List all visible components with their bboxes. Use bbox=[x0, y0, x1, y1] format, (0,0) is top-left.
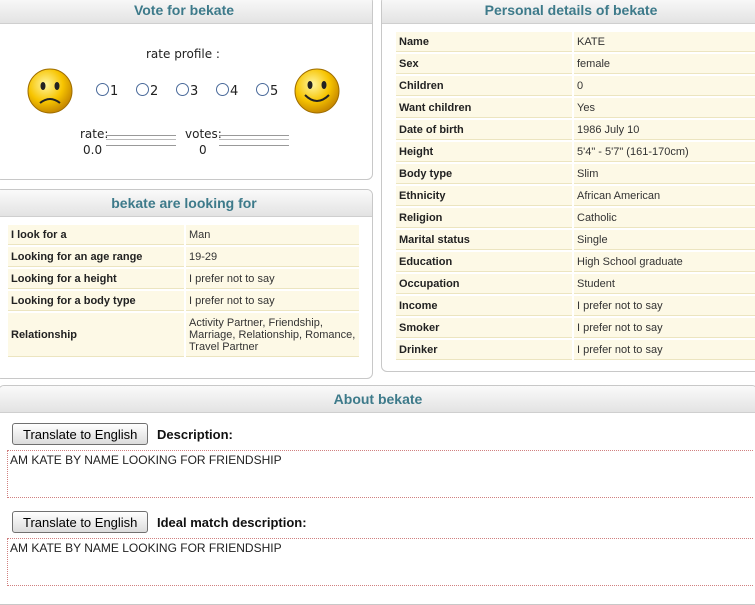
personal-details-title: Personal details of bekate bbox=[382, 0, 755, 24]
happy-face-icon bbox=[293, 67, 341, 115]
table-row bbox=[8, 247, 359, 267]
translate-description-button[interactable]: Translate to English bbox=[12, 423, 148, 445]
looking-for-title: bekate are looking for bbox=[0, 190, 372, 217]
radio-icon[interactable] bbox=[216, 83, 229, 96]
row-label: Education bbox=[396, 252, 572, 272]
row-label: Name bbox=[396, 32, 572, 52]
about-title: About bekate bbox=[0, 386, 755, 413]
table-row bbox=[396, 230, 755, 250]
personal-details-panel bbox=[381, 0, 755, 372]
table-row bbox=[396, 120, 755, 140]
table-row bbox=[396, 98, 755, 118]
row-value: 5'4" - 5'7" (161-170cm) bbox=[574, 142, 755, 162]
vote-panel bbox=[0, 0, 373, 180]
row-value: female bbox=[574, 54, 755, 74]
row-value: 1986 July 10 bbox=[574, 120, 755, 140]
row-label: Drinker bbox=[396, 340, 572, 360]
table-row bbox=[396, 296, 755, 316]
sad-face-icon bbox=[26, 67, 74, 115]
table-row bbox=[8, 225, 359, 245]
table-row bbox=[396, 32, 755, 52]
votes-bar bbox=[219, 135, 289, 146]
table-row bbox=[8, 313, 359, 357]
table-row bbox=[396, 54, 755, 74]
table-row bbox=[8, 269, 359, 289]
table-row bbox=[396, 186, 755, 206]
votes-value: 0 bbox=[199, 143, 207, 157]
rating-option-3[interactable]: 3 bbox=[176, 83, 198, 99]
ideal-match-text: AM KATE BY NAME LOOKING FOR FRIENDSHIP bbox=[7, 538, 753, 586]
row-value: High School graduate bbox=[574, 252, 755, 272]
table-row bbox=[396, 76, 755, 96]
looking-for-table bbox=[6, 223, 361, 359]
row-label: Want children bbox=[396, 98, 572, 118]
rating-option-4[interactable]: 4 bbox=[216, 83, 238, 99]
row-label: Body type bbox=[396, 164, 572, 184]
row-label: Looking for an age range bbox=[8, 247, 184, 267]
row-value: Activity Partner, Friendship, Marriage, Relationship, Romance, Travel Partner bbox=[186, 313, 359, 357]
row-value: I prefer not to say bbox=[186, 291, 359, 311]
row-value: Student bbox=[574, 274, 755, 294]
rating-option-5[interactable]: 5 bbox=[256, 83, 278, 99]
rate-profile-label: rate profile : bbox=[146, 47, 220, 61]
row-value: I prefer not to say bbox=[574, 296, 755, 316]
ideal-match-label: Ideal match description: bbox=[157, 515, 307, 530]
row-label: Occupation bbox=[396, 274, 572, 294]
table-row bbox=[396, 340, 755, 360]
vote-panel-title: Vote for bekate bbox=[0, 0, 372, 24]
row-value: 0 bbox=[574, 76, 755, 96]
looking-for-panel bbox=[0, 189, 373, 379]
row-value: Slim bbox=[574, 164, 755, 184]
rating-option-2[interactable]: 2 bbox=[136, 83, 158, 99]
row-value: 19-29 bbox=[186, 247, 359, 267]
row-label: Ethnicity bbox=[396, 186, 572, 206]
row-value: Man bbox=[186, 225, 359, 245]
table-row bbox=[8, 291, 359, 311]
row-label: Looking for a body type bbox=[8, 291, 184, 311]
row-label: Date of birth bbox=[396, 120, 572, 140]
row-label: Looking for a height bbox=[8, 269, 184, 289]
radio-icon[interactable] bbox=[256, 83, 269, 96]
personal-details-table bbox=[394, 30, 755, 362]
row-value: African American bbox=[574, 186, 755, 206]
row-value: Catholic bbox=[574, 208, 755, 228]
table-row bbox=[396, 274, 755, 294]
radio-icon[interactable] bbox=[176, 83, 189, 96]
table-row bbox=[396, 252, 755, 272]
row-value: Yes bbox=[574, 98, 755, 118]
row-value: I prefer not to say bbox=[574, 340, 755, 360]
about-panel bbox=[0, 385, 755, 605]
rate-value: 0.0 bbox=[83, 143, 103, 157]
row-label: Height bbox=[396, 142, 572, 162]
description-text: AM KATE BY NAME LOOKING FOR FRIENDSHIP bbox=[7, 450, 753, 498]
row-value: I prefer not to say bbox=[574, 318, 755, 338]
table-row bbox=[396, 142, 755, 162]
row-label: Sex bbox=[396, 54, 572, 74]
row-value: I prefer not to say bbox=[186, 269, 359, 289]
rate-label: rate: bbox=[80, 127, 109, 141]
table-row bbox=[396, 164, 755, 184]
row-label: Religion bbox=[396, 208, 572, 228]
rate-bar bbox=[106, 135, 176, 146]
row-label: Relationship bbox=[8, 313, 184, 357]
row-value: Single bbox=[574, 230, 755, 250]
table-row bbox=[396, 208, 755, 228]
votes-label: votes: bbox=[185, 127, 222, 141]
row-value: KATE bbox=[574, 32, 755, 52]
row-label: I look for a bbox=[8, 225, 184, 245]
description-label: Description: bbox=[157, 427, 233, 442]
radio-icon[interactable] bbox=[136, 83, 149, 96]
table-row bbox=[396, 318, 755, 338]
translate-ideal-match-button[interactable]: Translate to English bbox=[12, 511, 148, 533]
rating-option-1[interactable]: 1 bbox=[96, 83, 118, 99]
row-label: Smoker bbox=[396, 318, 572, 338]
row-label: Children bbox=[396, 76, 572, 96]
row-label: Marital status bbox=[396, 230, 572, 250]
row-label: Income bbox=[396, 296, 572, 316]
radio-icon[interactable] bbox=[96, 83, 109, 96]
